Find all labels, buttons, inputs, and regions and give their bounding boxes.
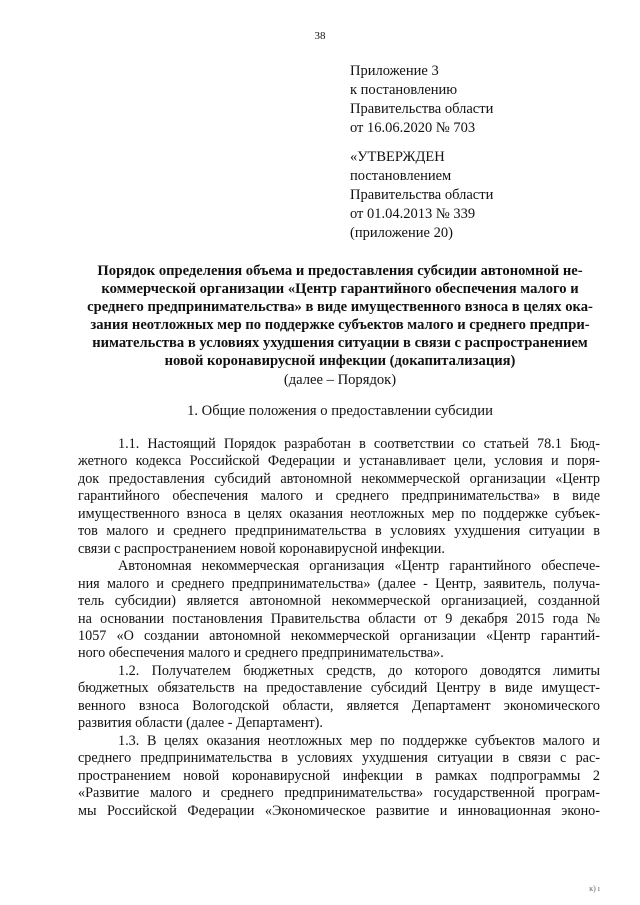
body-line: имущественного взноса в целях оказания неотложных мер по поддержке субъек-	[78, 505, 600, 522]
title-line: новой коронавирусной инфекции (докапитализация)	[164, 353, 516, 369]
body-line: развития области (далее - Департамент).	[78, 715, 323, 732]
body-paragraph	[78, 436, 600, 558]
document-subtitle: (далее – Порядок)	[283, 372, 397, 388]
approved-line: постановлением	[350, 168, 452, 184]
body-paragraph	[78, 558, 600, 663]
appendix-block	[350, 62, 493, 138]
body-text	[78, 436, 600, 820]
approved-line: (приложение 20)	[350, 225, 453, 241]
body-line: тель субсидии) является автономной некоммерческой организацией, созданной	[78, 593, 600, 610]
body-line: 1.3. В целях оказания неотложных мер по поддержке субъектов малого и	[118, 732, 600, 749]
body-line: среднего предпринимательства в условиях ухудшения ситуации в связи с рас-	[78, 750, 600, 767]
body-line: Автономная некоммерческая организация «Центр гарантийного обеспече-	[118, 558, 600, 575]
body-line: ного обеспечения малого и среднего предпринимательства».	[78, 645, 444, 662]
section-heading: 1. Общие положения о предоставлении субсидии	[187, 403, 493, 419]
body-line: венного взноса Вологодской области, является Департамент экономического	[78, 697, 600, 714]
approved-line: Правительства области	[350, 187, 494, 203]
title-line: нимательства в условиях ухудшения ситуации в связи с распространением	[92, 335, 588, 351]
document-title	[80, 262, 600, 370]
appendix-line: от 16.06.2020 № 703	[350, 120, 476, 136]
body-line: «Развитие малого и среднего предпринимательства» государственной програм-	[78, 785, 600, 802]
body-line: мы Российской Федерации «Экономическое развитие и инновационная эконо-	[78, 802, 600, 819]
body-line: 1057 «О создании автономной некоммерческой организации «Центр гарантий-	[78, 627, 600, 644]
appendix-line: к постановлению	[350, 82, 458, 98]
appendix-line: Приложение 3	[350, 63, 439, 79]
title-line: среднего предпринимательства» в виде имущественного взноса в целях ока-	[87, 299, 593, 315]
body-paragraph	[78, 733, 600, 820]
approved-line: от 01.04.2013 № 339	[350, 206, 476, 222]
body-line: 1.2. Получателем бюджетных средств, до которого доводятся лимиты	[118, 662, 600, 679]
body-line: связи с распространением новой коронавирусной инфекции.	[78, 540, 445, 557]
body-line: жетного кодекса Российской Федерации и устанавливает цели, условия и поря-	[78, 453, 600, 470]
body-line: бюджетных обязательств на предоставление субсидий Центру в виде имущест-	[78, 680, 600, 697]
body-paragraph	[78, 663, 600, 733]
body-line: док предоставления субсидий автономной некоммерческой организации «Центр	[78, 470, 600, 487]
title-line: коммерческой организации «Центр гарантийного обеспечения малого и	[101, 281, 579, 297]
body-line: ния малого и среднего предпринимательства» (далее - Центр, заявитель, получа-	[78, 575, 600, 592]
body-line: 1.1. Настоящий Порядок разработан в соответствии со статьей 78.1 Бюд-	[118, 436, 600, 452]
title-line: зания неотложных мер по поддержке субъектов малого и среднего предпри-	[90, 317, 590, 333]
body-line: гарантийного обеспечения малого и среднего предпринимательства» в виде	[78, 488, 600, 505]
body-line: на основании постановления Правительства области от 9 декабря 2015 года №	[78, 610, 600, 627]
body-line: пространением новой коронавирусной инфекции в рамках подпрограммы 2	[78, 767, 600, 784]
body-line: тов малого и среднего предпринимательства в условиях ухудшения ситуации в	[78, 523, 600, 540]
appendix-line: Правительства области	[350, 101, 494, 117]
scan-mark: ĸ) ı	[589, 884, 600, 893]
approved-line: «УТВЕРЖДЕН	[350, 149, 445, 165]
title-line: Порядок определения объема и предоставления субсидии автономной не-	[97, 263, 583, 279]
page-number: 38	[314, 30, 326, 42]
approved-block	[350, 148, 493, 243]
